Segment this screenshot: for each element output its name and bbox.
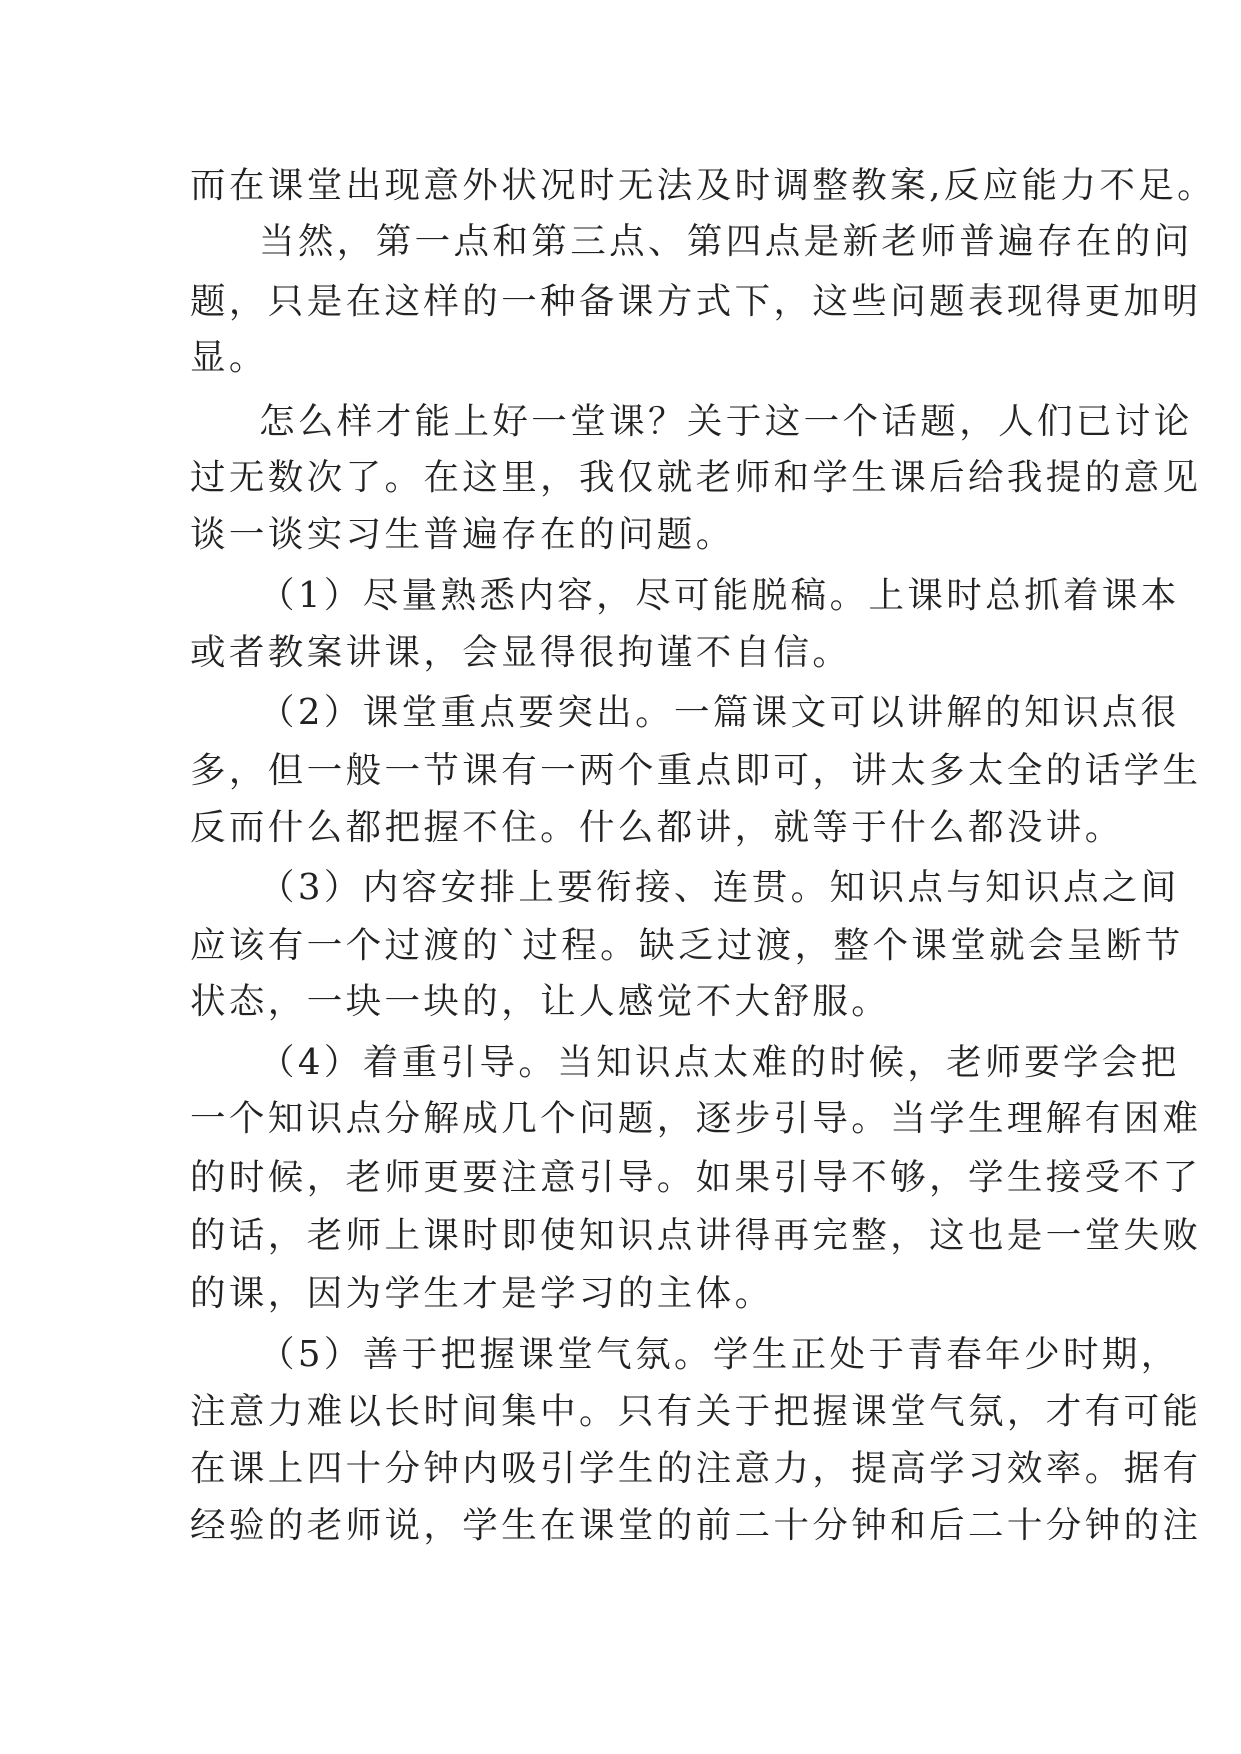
text-line-15: 状态，一块一块的，让人感觉不大舒服。 [190,981,891,1022]
text-line-10: （2）课堂重点要突出。一篇课文可以讲解的知识点很 [259,692,1180,733]
text-line-8: （1）尽量熟悉内容，尽可能脱稿。上课时总抓着课本 [259,575,1180,616]
text-line-2: 当然，第一点和第三点、第四点是新老师普遍存在的问 [259,221,1193,262]
text-line-14: 应该有一个过渡的`过程。缺乏过渡，整个课堂就会呈断节 [190,925,1184,966]
text-line-18: 的时候，老师更要注意引导。如果引导不够，学生接受不了 [190,1157,1202,1198]
text-line-4: 显。 [190,337,268,378]
text-line-22: 注意力难以长时间集中。只有关于把握课堂气氛，才有可能 [190,1391,1202,1432]
text-line-11: 多，但一般一节课有一两个重点即可，讲太多太全的话学生 [190,750,1202,791]
text-line-17: 一个知识点分解成几个问题，逐步引导。当学生理解有困难 [190,1098,1202,1139]
text-line-5: 怎么样才能上好一堂课？关于这一个话题，人们已讨论 [259,401,1193,442]
text-line-6: 过无数次了。在这里，我仅就老师和学生课后给我提的意见 [190,457,1202,498]
text-line-12: 反而什么都把握不住。什么都讲，就等于什么都没讲。 [190,807,1124,848]
text-line-16: （4）着重引导。当知识点太难的时候，老师要学会把 [259,1042,1180,1083]
text-line-7: 谈一谈实习生普遍存在的问题。 [190,514,735,555]
text-line-3: 题，只是在这样的一种备课方式下，这些问题表现得更加明 [190,281,1202,322]
text-line-24: 经验的老师说，学生在课堂的前二十分钟和后二十分钟的注 [190,1505,1202,1546]
text-line-20: 的课，因为学生才是学习的主体。 [190,1273,774,1314]
text-line-13: （3）内容安排上要衔接、连贯。知识点与知识点之间 [259,867,1180,908]
text-line-19: 的话，老师上课时即使知识点讲得再完整，这也是一堂失败 [190,1215,1202,1256]
text-line-1: 而在课堂出现意外状况时无法及时调整教案,反应能力不足。 [190,165,1217,206]
text-line-21: （5）善于把握课堂气氛。学生正处于青春年少时期， [259,1334,1180,1375]
text-line-9: 或者教案讲课，会显得很拘谨不自信。 [190,632,852,673]
text-line-23: 在课上四十分钟内吸引学生的注意力，提高学习效率。据有 [190,1448,1202,1489]
